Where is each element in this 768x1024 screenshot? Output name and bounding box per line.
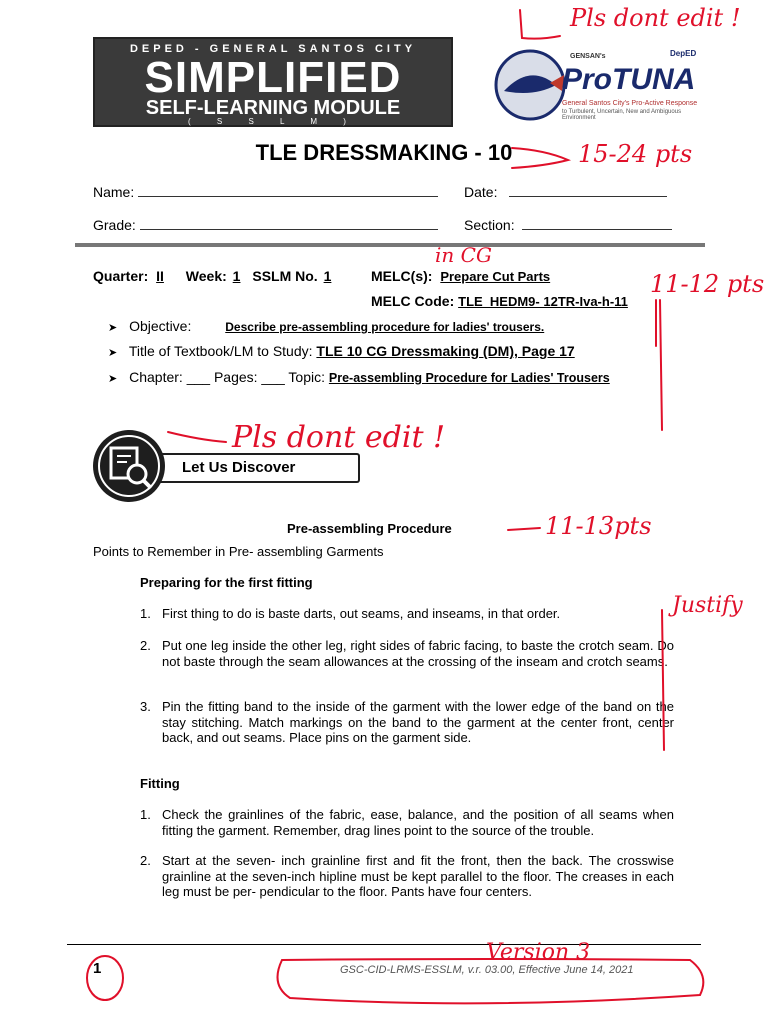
name-line[interactable] xyxy=(138,184,438,197)
list-number: 1. xyxy=(140,606,151,621)
logo-gensan: GENSAN's xyxy=(570,53,606,60)
list-item: Put one leg inside the other leg, right sides of fabric facing, to baste the crotch seam. Do not baste through the seam allowances at the crossing of the inseam and crotch seams. xyxy=(162,638,674,669)
sslm-label: SSLM No. xyxy=(252,268,318,284)
week-value: 1 xyxy=(232,268,241,284)
chapter-value: Pre-assembling Procedure for Ladies' Trousers xyxy=(328,371,610,385)
list-item: Check the grainlines of the fabric, ease, balance, and the position of all seams when fitting the garment. Remember, drag lines point to the source of the trouble. xyxy=(162,807,674,838)
textbook-value: TLE 10 CG Dressmaking (DM), Page 17 xyxy=(316,343,575,359)
content-heading: Pre-assembling Procedure xyxy=(287,521,452,536)
objective-item xyxy=(108,318,544,334)
quarter-info xyxy=(93,268,331,284)
list-item: First thing to do is baste darts, out seams, and inseams, in that order. xyxy=(162,606,561,621)
melc-code-info: MELC Code: TLE_HEDM9- 12TR-Iva-h-11 xyxy=(371,293,628,309)
logo-deped: DepED xyxy=(670,49,697,58)
logo-tagline-sub: to Turbulent, Uncertain, New and Ambiguous Environment xyxy=(562,109,682,121)
discover-label: Let Us Discover xyxy=(182,459,296,476)
banner-subtitle: SELF-LEARNING MODULE xyxy=(145,97,401,119)
tuna-emblem-icon xyxy=(490,45,570,125)
name-field[interactable] xyxy=(93,184,438,200)
section2-title: Fitting xyxy=(140,776,180,791)
list-number: 2. xyxy=(140,638,151,653)
sslm-banner xyxy=(93,37,453,127)
annotation-version: Version 3 xyxy=(486,940,591,965)
annotation-discover-note: Pls dont edit ! xyxy=(232,420,446,455)
name-label: Name: xyxy=(93,184,135,200)
logo-wordmark xyxy=(562,63,695,97)
annotation-heading-pts: 11-13pts xyxy=(545,512,652,540)
grade-label: Grade: xyxy=(93,217,136,233)
page-number: 1 xyxy=(93,960,102,977)
melc-code-value: TLE_HEDM9- 12TR-Iva-h-11 xyxy=(458,294,628,309)
chapter-item xyxy=(108,369,610,385)
section1-title: Preparing for the first fitting xyxy=(140,575,313,590)
objective-value: Describe pre-assembling procedure for ladies' trousers. xyxy=(225,320,545,334)
annotation-melc-pts: 11-12 pts xyxy=(650,270,765,298)
list-number: 2. xyxy=(140,853,151,868)
annotation-title-pts: 15-24 pts xyxy=(578,140,693,168)
banner-top-text: DEPED - GENERAL SANTOS CITY xyxy=(129,43,417,55)
header-divider xyxy=(75,243,705,247)
banner-title: SIMPLIFIED xyxy=(144,53,402,102)
content-intro: Points to Remember in Pre- assembling Garments xyxy=(93,544,384,559)
section-field[interactable] xyxy=(464,217,672,233)
annotation-justify: Justify xyxy=(672,593,743,618)
week-label: Week: xyxy=(185,268,227,284)
footer-divider xyxy=(67,944,701,945)
annotation-cg: in CG xyxy=(435,243,492,267)
date-label: Date: xyxy=(464,184,498,200)
discover-badge xyxy=(93,430,165,502)
chapter-label: Chapter: ___ Pages: ___ Topic: xyxy=(129,369,325,385)
arrow-icon: ➤ xyxy=(108,373,118,385)
logo-pro: Pro xyxy=(562,63,613,96)
melc-label: MELC(s): xyxy=(371,268,433,284)
date-line[interactable] xyxy=(509,184,667,197)
footer-code: GSC-CID-LRMS-ESSLM, v.r. 03.00, Effective June 14, 2021 xyxy=(340,964,634,976)
textbook-item xyxy=(108,343,575,359)
melc-value: Prepare Cut Parts xyxy=(440,269,551,284)
logo-tagline: General Santos City's Pro-Active Response xyxy=(562,100,698,107)
annotation-top: Pls dont edit ! xyxy=(570,4,741,32)
document-search-icon xyxy=(93,430,165,502)
logo-tuna: TUNA xyxy=(612,63,696,96)
arrow-icon: ➤ xyxy=(108,322,118,334)
quarter-value: II xyxy=(156,268,164,284)
quarter-label: Quarter: xyxy=(93,268,149,284)
list-number: 1. xyxy=(140,807,151,822)
section-line[interactable] xyxy=(522,217,672,230)
sslm-value: 1 xyxy=(323,268,332,284)
section-label: Section: xyxy=(464,217,515,233)
grade-field[interactable] xyxy=(93,217,438,233)
textbook-label: Title of Textbook/LM to Study: xyxy=(128,343,313,359)
module-title: TLE DRESSMAKING - 10 xyxy=(255,140,513,165)
list-item: Pin the fitting band to the inside of the garment with the lower edge of the band on the stay stitching. Match markings on the band to the garment at the center front, center back, and out seams. Place pins on the garment side. xyxy=(162,699,674,745)
melc-code-label: MELC Code xyxy=(371,293,450,309)
banner-abbr: ( S S L M ) xyxy=(188,117,358,126)
objective-label: Objective: xyxy=(129,318,192,334)
list-item: Start at the seven- inch grainline first and fit the front, then the back. The crosswise grainline at the seven-inch hipline must be kept parallel to the floor. The creases in each leg must be per- pendicular to the floor. Pants have four centers. xyxy=(162,853,674,899)
melc-info xyxy=(371,268,550,284)
protuna-logo xyxy=(490,45,700,125)
arrow-icon: ➤ xyxy=(108,347,118,359)
list-number: 3. xyxy=(140,699,151,714)
grade-line[interactable] xyxy=(140,217,438,230)
date-field[interactable] xyxy=(464,184,667,200)
